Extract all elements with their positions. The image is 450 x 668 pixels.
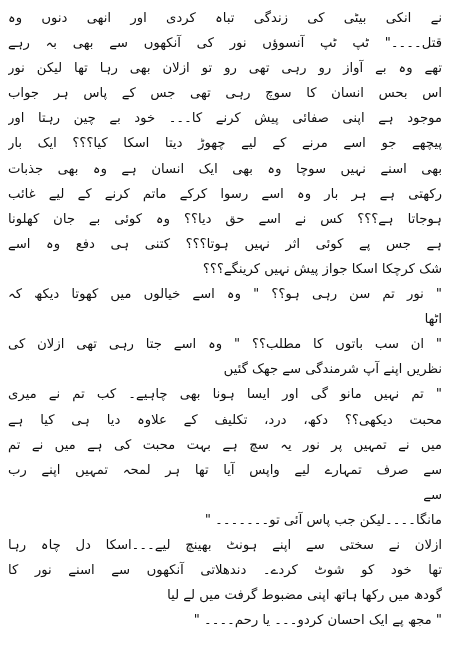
text-line: محبت دیکھی؟؟ دکھ، درد، تکلیف کے علاوہ دیا ہی کیا ہے [8, 412, 442, 428]
text-line: سے صرف تمہارے لیے واپس آیا تھا ہر لمحہ تمہیں اپنے رب [8, 462, 442, 478]
text-line: میں نے تمہیں پر نور یہ سچ ہے بہت محبت کی ہے میں نے تم [8, 437, 442, 453]
text-line: ہے جس پے کوئی اثر نہیں ہوتا؟؟؟ کتنی ہی دفع وہ اسے [8, 236, 442, 252]
text-line: " تم نہیں مانو گی اور ایسا ہونا بھی چاہیے۔ کب تم نے میری [8, 387, 442, 403]
text-line: اس بحس انسان کا سوچ رہی تھی جس کے پاس ہر جواب [8, 86, 442, 102]
text-line: ازلان نے سختی سے اپنے ہونٹ بھینچ لیے۔۔۔اسکا دل چاہ رہا [8, 537, 442, 553]
text-line: ہوجاتا ہے؟؟؟ کس نے اسے حق دیا؟؟ وہ کوئی بے جان کھلونا [8, 211, 442, 227]
text-line: " ان سب باتوں کا مطلب؟؟ " وہ اسے جتا رہی تھی ازلان کی [8, 337, 442, 353]
text-line: تھا خود کو شوٹ کردے۔ دندھلاتی آنکھوں سے اسنے نور کا [8, 563, 442, 579]
text-line: گودھ میں رکھا ہاتھ اپنی مضبوط گرفت میں لے لیا [167, 588, 442, 604]
text-line: قتل۔۔۔۔" ٹپ ٹپ آنسوؤں نور کی آنکھوں سے بھی بہ رہے [8, 36, 442, 52]
text-line: سے [423, 487, 442, 503]
text-line: اٹھا [424, 312, 442, 328]
text-line: نظریں اپنے آپ شرمندگی سے جھک گئیں [223, 362, 442, 378]
paragraph-text [8, 6, 442, 633]
text-line: " مجھ پے ایک احسان کردو۔۔۔ یا رحم۔۔۔۔ " [193, 613, 442, 629]
text-line: " نور تم سن رہی ہو؟؟ " وہ اسے خیالوں میں کھوتا دیکھ کہ [8, 287, 442, 303]
text-line: موجود ہے اپنی صفائی پیش کرنے کا۔۔۔ خود بے چین رہتا اور [8, 111, 442, 127]
text-line: نے انکی بیٹی کی زندگی تباہ کردی اور انھی دنوں وہ [8, 11, 442, 26]
text-line: بھی اسنے نہیں سوچا وہ بھی ایک انسان ہے وہ بھی جذبات [8, 161, 442, 177]
text-line: پیچھے جو اسے مرنے کے لیے چھوڑ دیتا اسکا کیا؟؟؟ ایک بار [8, 136, 442, 152]
text-line: شک کرچکا اسکا جواز پیش نہیں کرینگے؟؟؟ [202, 261, 442, 277]
text-line: تھے وہ بے آواز رو رہی تھی رو تو ازلان بھی رہا تھا لیکن نور [8, 61, 442, 77]
text-line: مانگا۔۔۔۔لیکن جب پاس آئی تو۔۔۔۔۔۔۔ " [204, 512, 442, 528]
text-line: رکھتی ہے ہر بار وہ اسے رسوا کرکے ماتم کرنے کے لیے غائب [8, 186, 442, 202]
